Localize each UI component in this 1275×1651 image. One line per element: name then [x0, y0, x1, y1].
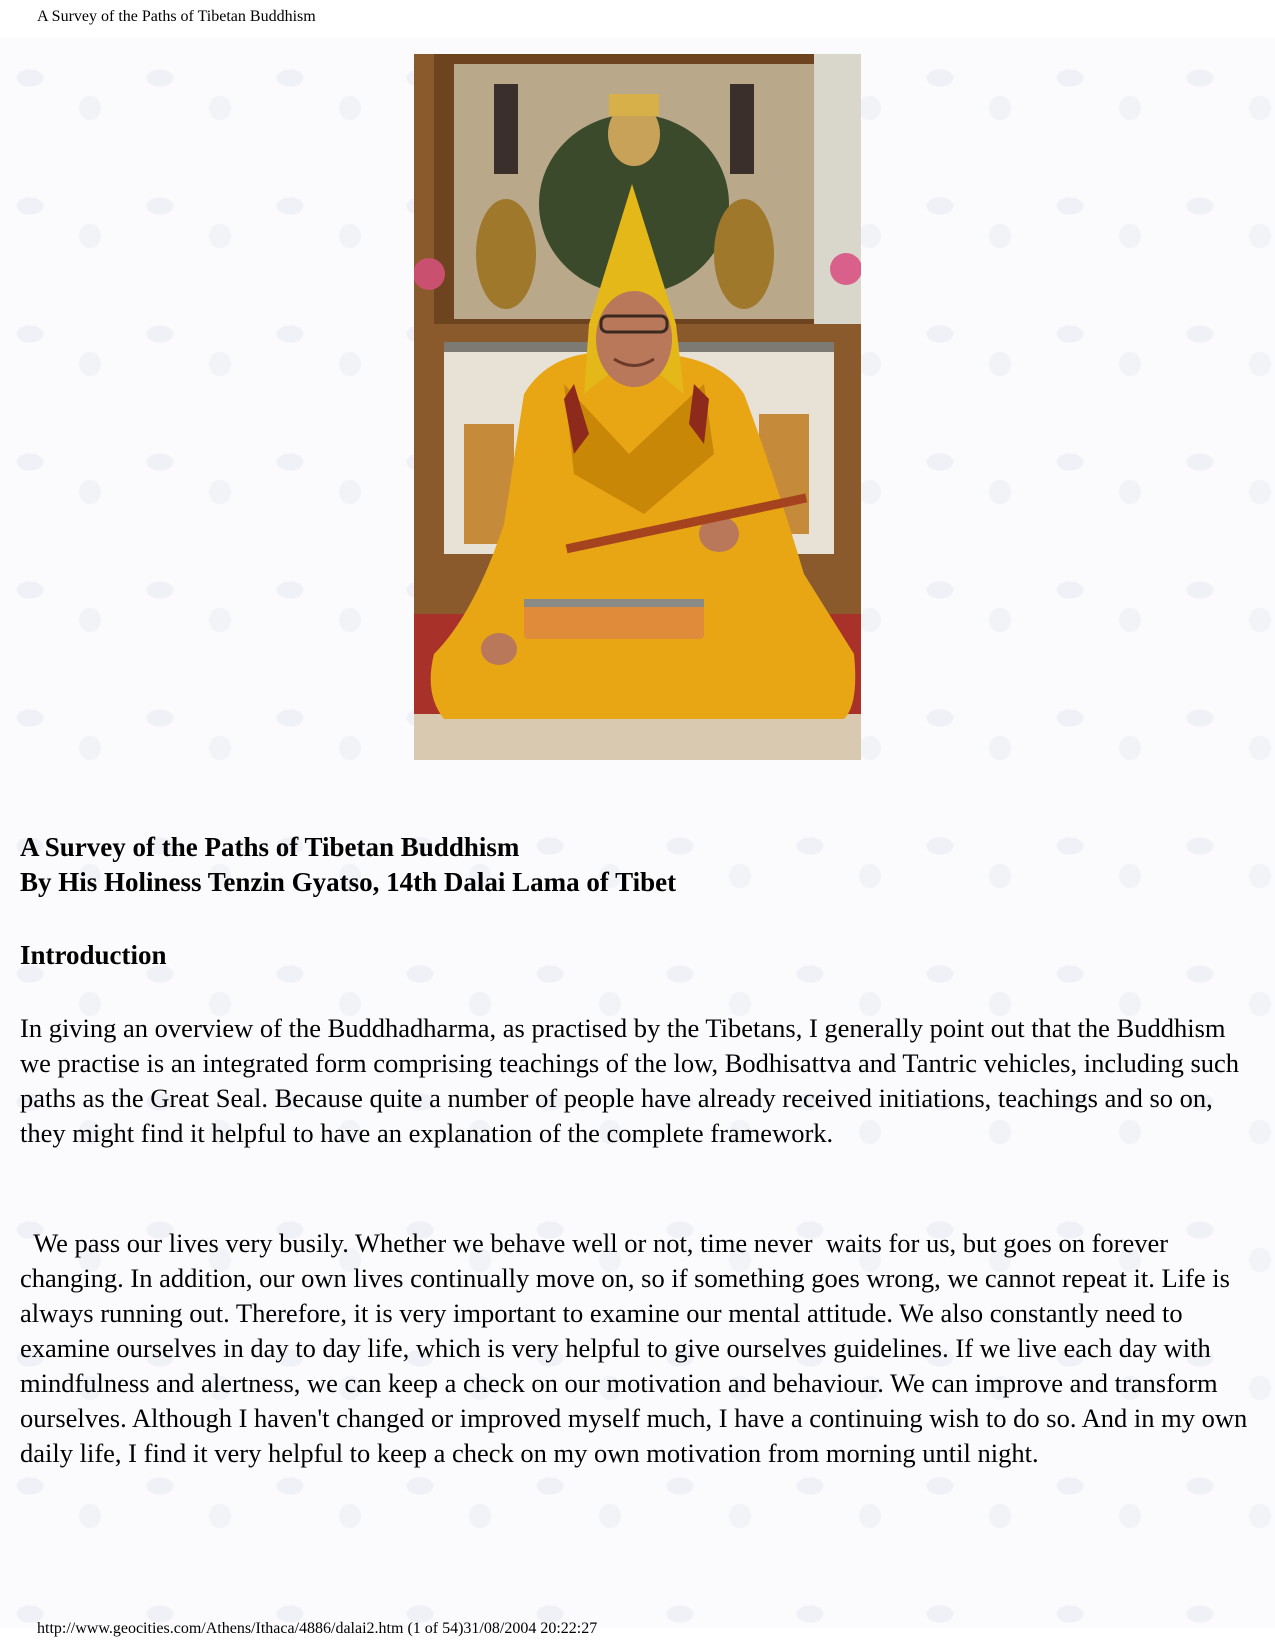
paragraph-1: In giving an overview of the Buddhadharma, as practised by the Tibetans, I generally point out that the Buddhism we practise is an integrated form comprising teachings of the low, Bodhisattva and Tantric vehicles, including such paths as the Great Seal. Because quite a number of people have already received initiations, teachings and so on, they might find it helpful to have an explanation of the complete framework. — [20, 1013, 1240, 1148]
section-heading: Introduction — [20, 940, 167, 970]
print-header-title: A Survey of the Paths of Tibetan Buddhism — [37, 8, 316, 25]
article-title: A Survey of the Paths of Tibetan Buddhism — [20, 832, 520, 862]
portrait-illustration — [414, 54, 861, 760]
article-title-block — [20, 830, 676, 900]
portrait-photo — [414, 54, 861, 760]
paragraph-2: We pass our lives very busily. Whether we behave well or not, time never waits for us, but goes on forever changing. In addition, our own lives continually move on, so if something goes wrong, we cannot repeat it. Life is always running out. Therefore, it is very important to examine our mental attitude. We also constantly need to examine ourselves in day to day life, which is very helpful to give ourselves guidelines. If we live each day with mindfulness and alertness, we can keep a check on our motivation and behaviour. We can improve and transform ourselves. Although I haven't changed or improved myself much, I have a continuing wish to do so. And in my own daily life, I find it very helpful to keep a check on my own motivation from morning until night. — [20, 1228, 1248, 1468]
article-byline: By His Holiness Tenzin Gyatso, 14th Dalai Lama of Tibet — [20, 867, 677, 897]
print-footer-source: http://www.geocities.com/Athens/Ithaca/4886/dalai2.htm (1 of 54)31/08/2004 20:22:27 — [37, 1620, 598, 1637]
